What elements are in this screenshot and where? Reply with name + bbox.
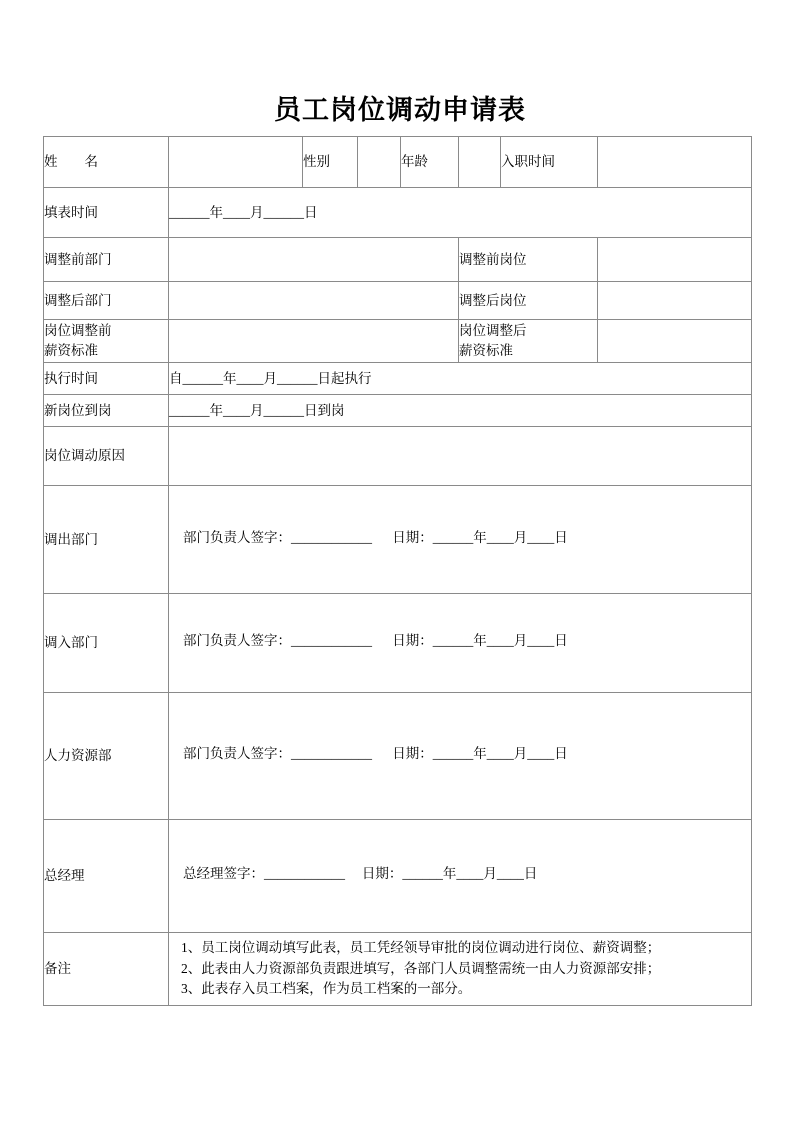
table-row-general-manager	[44, 820, 752, 933]
transfer-in-date-label: 日期：	[392, 633, 433, 649]
transfer-out-date-label: 日期：	[392, 529, 433, 545]
remarks-label: 备注	[44, 933, 169, 1006]
table-row-remarks	[44, 933, 752, 1006]
transfer-out-label: 调出部门	[44, 486, 169, 594]
after-position-label: 调整后岗位	[459, 282, 598, 320]
transfer-application-table	[43, 136, 752, 1006]
table-row-before-adjustment	[44, 238, 752, 282]
table-row-fill-date	[44, 188, 752, 238]
general-manager-date-blank[interactable]: ______年____月____日	[402, 866, 538, 882]
gender-value[interactable]	[358, 137, 401, 188]
before-dept-value[interactable]	[169, 238, 459, 282]
salary-after-label	[459, 320, 598, 363]
salary-before-label	[44, 320, 169, 363]
table-row-new-position-arrival	[44, 395, 752, 427]
remarks-notes-list	[169, 935, 751, 1004]
transfer-out-date-blank[interactable]: ______年____月____日	[432, 529, 568, 545]
transfer-out-signature-line	[169, 528, 751, 552]
hr-dept-signature-label: 部门负责人签字：	[183, 746, 291, 762]
general-manager-signature-label: 总经理签字：	[183, 866, 264, 882]
name-value[interactable]	[169, 137, 303, 188]
transfer-out-signature-blank[interactable]: ____________	[291, 529, 372, 545]
gender-label: 性别	[303, 137, 358, 188]
transfer-out-signature-cell[interactable]	[169, 486, 752, 594]
after-dept-value[interactable]	[169, 282, 459, 320]
fill-date-value[interactable]: ______年____月______日	[169, 188, 752, 238]
salary-after-value[interactable]	[598, 320, 752, 363]
transfer-reason-label: 岗位调动原因	[44, 427, 169, 486]
transfer-in-signature-line	[169, 631, 751, 655]
fill-date-label: 填表时间	[44, 188, 169, 238]
execution-time-label: 执行时间	[44, 363, 169, 395]
remarks-note-2: 2、此表由人力资源部负责跟进填写，各部门人员调整需统一由人力资源部安排；	[181, 960, 661, 976]
page-title: 员工岗位调动申请表	[274, 95, 526, 125]
hr-dept-signature-cell[interactable]	[169, 693, 752, 820]
transfer-reason-value[interactable]	[169, 427, 752, 486]
transfer-in-label: 调入部门	[44, 594, 169, 693]
arrival-label: 新岗位到岗	[44, 395, 169, 427]
table-row-transfer-in-dept	[44, 594, 752, 693]
hire-date-label: 入职时间	[501, 137, 598, 188]
salary-before-value[interactable]	[169, 320, 459, 363]
table-row-basic-info	[44, 137, 752, 188]
table-row-execution-time	[44, 363, 752, 395]
hr-dept-date-label: 日期：	[392, 746, 433, 762]
name-label: 姓 名	[44, 137, 169, 188]
transfer-out-signature-label: 部门负责人签字：	[183, 529, 291, 545]
table-row-hr-dept	[44, 693, 752, 820]
remarks-note-3: 3、此表存入员工档案，作为员工档案的一部分。	[181, 981, 472, 997]
salary-after-label-line1: 岗位调整后	[459, 323, 527, 339]
table-row-after-adjustment	[44, 282, 752, 320]
salary-before-label-line2: 薪资标准	[44, 343, 98, 358]
table-row-transfer-reason	[44, 427, 752, 486]
after-dept-label: 调整后部门	[44, 282, 169, 320]
general-manager-label: 总经理	[44, 820, 169, 933]
age-label: 年龄	[401, 137, 459, 188]
arrival-value[interactable]: ______年____月______日到岗	[169, 395, 752, 427]
execution-time-value[interactable]: 自______年____月______日起执行	[169, 363, 752, 395]
transfer-in-signature-cell[interactable]	[169, 594, 752, 693]
remarks-content-cell	[169, 933, 752, 1006]
hr-dept-signature-blank[interactable]: ____________	[291, 746, 372, 762]
hire-date-value[interactable]	[598, 137, 752, 188]
transfer-in-signature-blank[interactable]: ____________	[291, 633, 372, 649]
salary-after-label-line2: 薪资标准	[459, 343, 513, 358]
salary-before-label-line1: 岗位调整前	[44, 323, 112, 339]
hr-dept-signature-line	[169, 744, 751, 768]
transfer-in-signature-label: 部门负责人签字：	[183, 633, 291, 649]
hr-dept-date-blank[interactable]: ______年____月____日	[432, 746, 568, 762]
table-row-salary-standard	[44, 320, 752, 363]
general-manager-signature-line	[169, 864, 751, 888]
hr-dept-label: 人力资源部	[44, 693, 169, 820]
before-dept-label: 调整前部门	[44, 238, 169, 282]
general-manager-signature-cell[interactable]	[169, 820, 752, 933]
age-value[interactable]	[459, 137, 501, 188]
remarks-note-1: 1、员工岗位调动填写此表，员工凭经领导审批的岗位调动进行岗位、薪资调整；	[181, 939, 661, 955]
general-manager-signature-blank[interactable]: ____________	[264, 866, 345, 882]
table-row-transfer-out-dept	[44, 486, 752, 594]
general-manager-date-label: 日期：	[361, 866, 403, 882]
after-position-value[interactable]	[598, 282, 752, 320]
before-position-label: 调整前岗位	[459, 238, 598, 282]
transfer-in-date-blank[interactable]: ______年____月____日	[432, 633, 568, 649]
before-position-value[interactable]	[598, 238, 752, 282]
